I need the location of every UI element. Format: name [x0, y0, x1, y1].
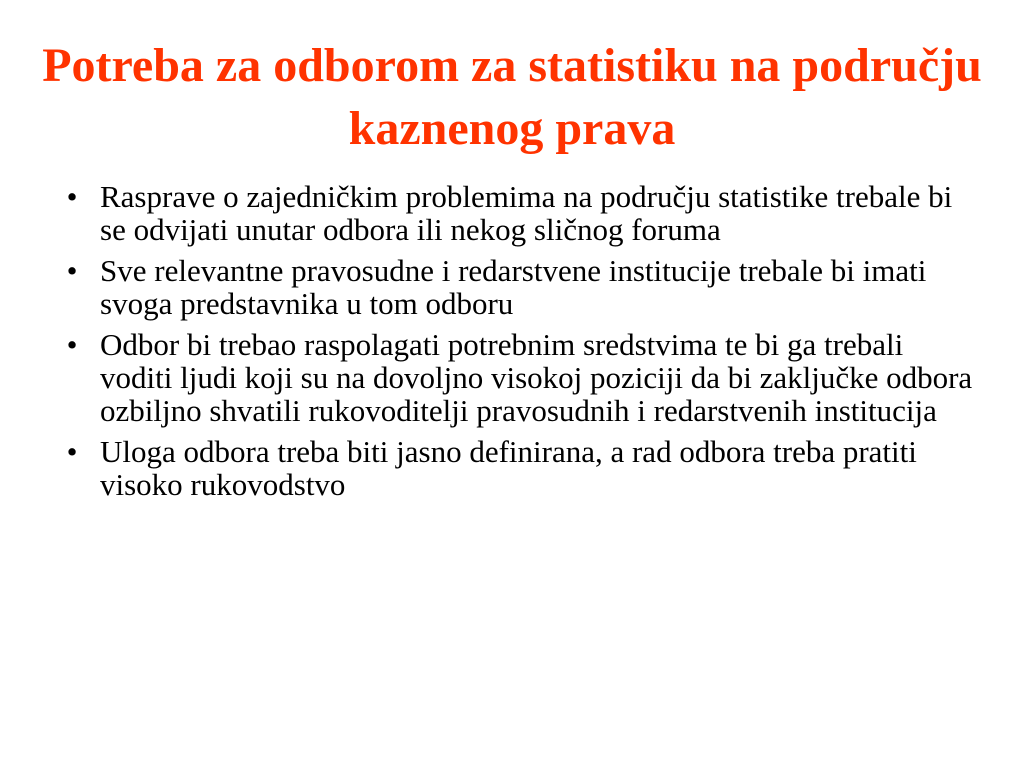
bullet-item	[60, 254, 980, 320]
bullet-text: Sve relevantne pravosudne i redarstvene institucije trebale bi imati svoga predstavnika u tom odboru	[100, 253, 927, 321]
bullet-text: Uloga odbora treba biti jasno definirana, a rad odbora treba pratiti visoko rukovodstvo	[100, 434, 917, 502]
slide-title: Potreba za odborom za statistiku na području kaznenog prava	[42, 39, 982, 155]
bullet-item	[60, 180, 980, 246]
bullet-marker: •	[66, 179, 78, 214]
bullet-text: Odbor bi trebao raspolagati potrebnim sredstvima te bi ga trebali voditi ljudi koji su na dovoljno visokoj poziciji da bi zaključke odbora ozbiljno shvatili rukovoditelji pravosudnih i redarstvenih institucija	[100, 327, 973, 428]
bullet-marker: •	[66, 327, 78, 362]
bullet-list	[60, 180, 980, 509]
bullet-marker: •	[66, 253, 78, 288]
bullet-item	[60, 328, 980, 427]
bullet-text: Rasprave o zajedničkim problemima na području statistike trebale bi se odvijati unutar odbora ili nekog sličnog foruma	[100, 179, 953, 247]
bullet-item	[60, 435, 980, 501]
bullet-marker: •	[66, 434, 78, 469]
